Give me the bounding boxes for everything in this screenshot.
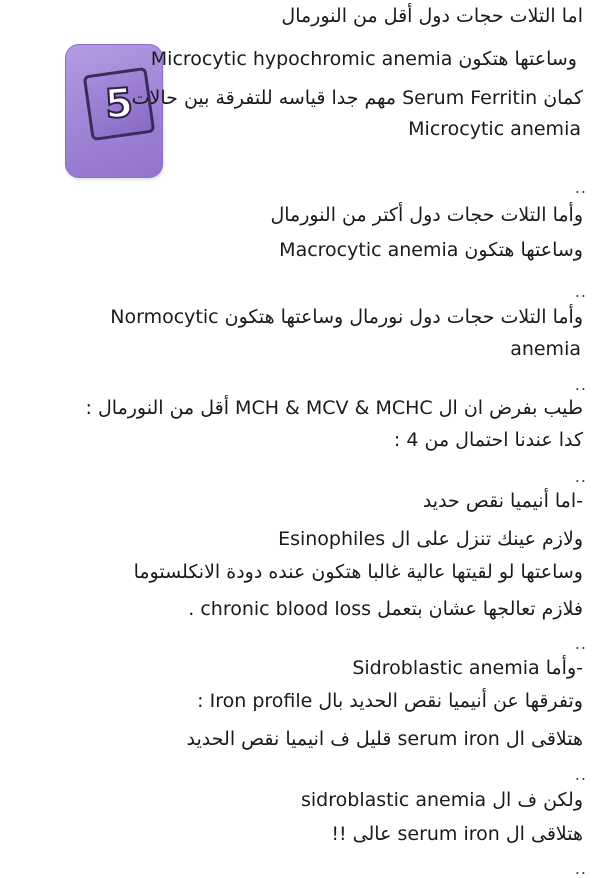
separator-6: ..	[574, 765, 587, 784]
text-line-4: Microcytic anemia	[408, 118, 581, 140]
separator-1: ..	[574, 178, 587, 197]
separator-5: ..	[574, 634, 587, 653]
text-line-6: وساعتها هتكون Macrocytic anemia	[279, 239, 583, 261]
separator-4: ..	[574, 467, 587, 486]
text-line-3: كمان Serum Ferritin مهم جدا قياسه للتفرقة بين حالات	[131, 87, 583, 109]
badge-number: 5	[103, 80, 135, 128]
text-line-14: فلازم تعالجها عشان بتعمل chronic blood loss .	[188, 598, 583, 620]
text-line-7: وأما التلات حجات دول نورمال وساعتها هتكون Normocytic	[110, 306, 583, 328]
text-line-9: طيب بفرض ان ال MCH & MCV & MCHC أقل من النورمال :	[85, 397, 583, 419]
text-line-11: -اما أنيميا نقص حديد	[422, 490, 583, 512]
text-line-5: وأما التلات حجات دول أكتر من النورمال	[270, 204, 583, 226]
text-line-8: anemia	[510, 338, 581, 360]
text-line-12: ولازم عينك تنزل على ال Esinophiles	[278, 528, 583, 550]
separator-2: ..	[574, 282, 587, 301]
text-line-18: ولكن ف ال sidroblastic anemia	[301, 789, 583, 811]
text-line-13: وساعتها لو لقيتها عالية غالبا هتكون عنده دودة الانكلستوما	[133, 561, 583, 583]
text-line-2: وساعتها هتكون Microcytic hypochromic anemia	[150, 48, 577, 70]
text-line-17: هتلاقى ال serum iron قليل ف انيميا نقص الحديد	[186, 728, 583, 750]
separator-7: ..	[574, 859, 587, 878]
separator-3: ..	[574, 375, 587, 394]
text-line-19: هتلاقى ال serum iron عالى !!	[331, 823, 583, 845]
text-line-10: كدا عندنا احتمال من 4 :	[393, 429, 583, 451]
text-line-15: -وأما Sidroblastic anemia	[352, 657, 583, 679]
text-line-1: اما التلات حجات دول أقل من النورمال	[281, 5, 583, 27]
text-line-16: وتفرقها عن أنيميا نقص الحديد بال Iron profile :	[197, 690, 583, 712]
